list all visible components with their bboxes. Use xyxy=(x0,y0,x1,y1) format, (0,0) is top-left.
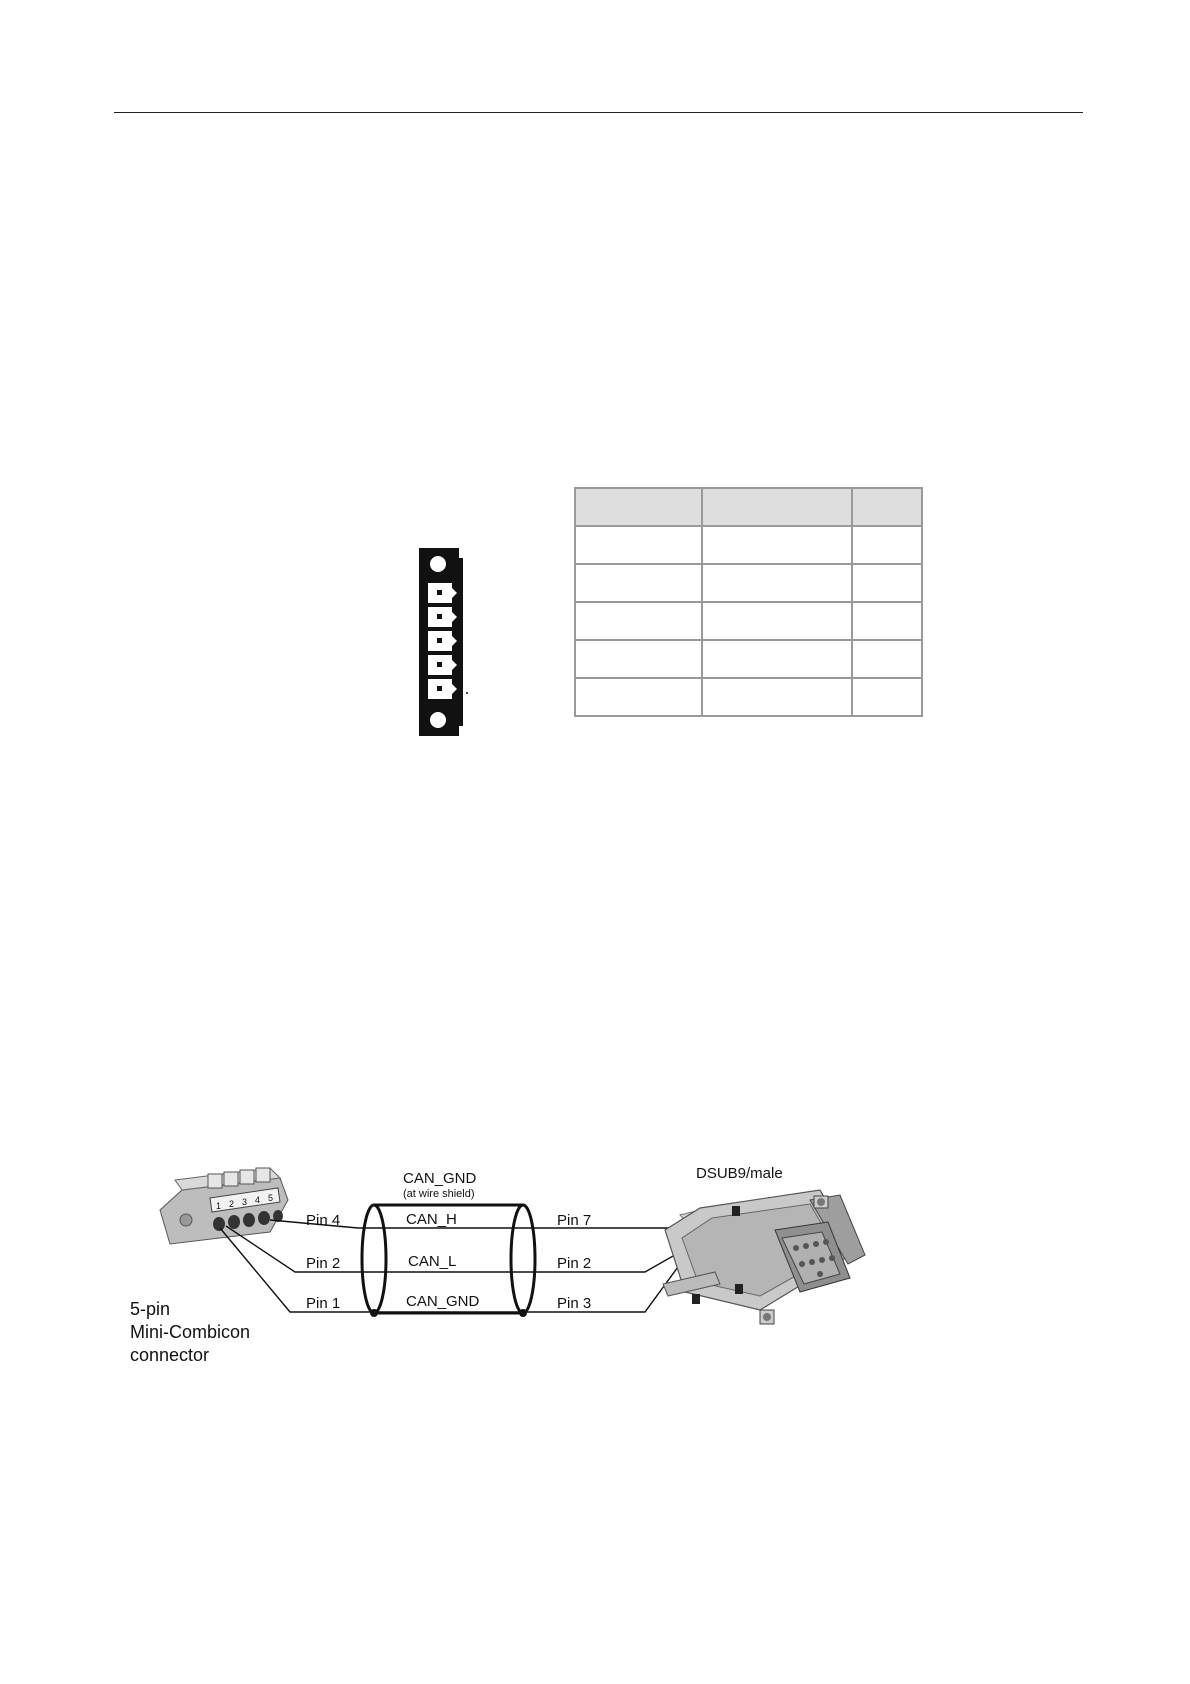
table-cell xyxy=(852,678,922,716)
dsub-title: DSUB9/male xyxy=(696,1165,783,1182)
table-cell xyxy=(702,564,852,602)
table-cell xyxy=(575,526,702,564)
table-cell xyxy=(702,602,852,640)
table-row xyxy=(575,526,922,564)
table-row xyxy=(575,602,922,640)
table-header-row xyxy=(575,488,922,526)
table-header-cell xyxy=(852,488,922,526)
header-rule xyxy=(114,112,1083,113)
signal-label: CAN_L xyxy=(408,1253,457,1270)
table-cell xyxy=(852,526,922,564)
table-cell xyxy=(702,678,852,716)
terminal-number: 1 xyxy=(216,1201,222,1211)
right-pin-label: Pin 3 xyxy=(557,1295,592,1312)
table-cell xyxy=(575,678,702,716)
dsub9-connector-illustration xyxy=(663,1190,865,1324)
terminal-number: 5 xyxy=(268,1193,274,1203)
table-cell xyxy=(852,602,922,640)
connector-caption-line-2: Mini-Combicon xyxy=(130,1322,251,1342)
signal-label: CAN_GND xyxy=(406,1293,480,1310)
connector-caption-line-3: connector xyxy=(130,1345,210,1365)
table-row xyxy=(575,564,922,602)
table-cell xyxy=(575,640,702,678)
left-pin-label: Pin 1 xyxy=(306,1295,341,1312)
terminal-number: 4 xyxy=(255,1195,261,1205)
can-cable-diagram xyxy=(120,1160,890,1400)
terminal-number: 3 xyxy=(242,1197,248,1207)
left-pin-label: Pin 2 xyxy=(306,1255,341,1272)
table-row xyxy=(575,678,922,716)
right-pin-label: Pin 2 xyxy=(557,1255,592,1272)
table-cell xyxy=(852,564,922,602)
pin-assignment-table xyxy=(574,487,923,717)
left-pin-label: Pin 4 xyxy=(306,1212,341,1229)
table-cell xyxy=(702,640,852,678)
table-header-cell xyxy=(702,488,852,526)
signal-label: CAN_H xyxy=(406,1211,457,1228)
terminal-block-drawing xyxy=(419,548,469,736)
table-cell xyxy=(702,526,852,564)
table-header-cell xyxy=(575,488,702,526)
terminal-number: 2 xyxy=(229,1199,235,1209)
right-pin-label: Pin 7 xyxy=(557,1212,592,1229)
shield-title: CAN_GND xyxy=(403,1170,477,1187)
table-cell xyxy=(575,564,702,602)
connector-caption-line-1: 5-pin xyxy=(130,1299,171,1319)
table-cell xyxy=(852,640,922,678)
shield-subtitle: (at wire shield) xyxy=(403,1188,475,1200)
table-row xyxy=(575,640,922,678)
table-cell xyxy=(575,602,702,640)
